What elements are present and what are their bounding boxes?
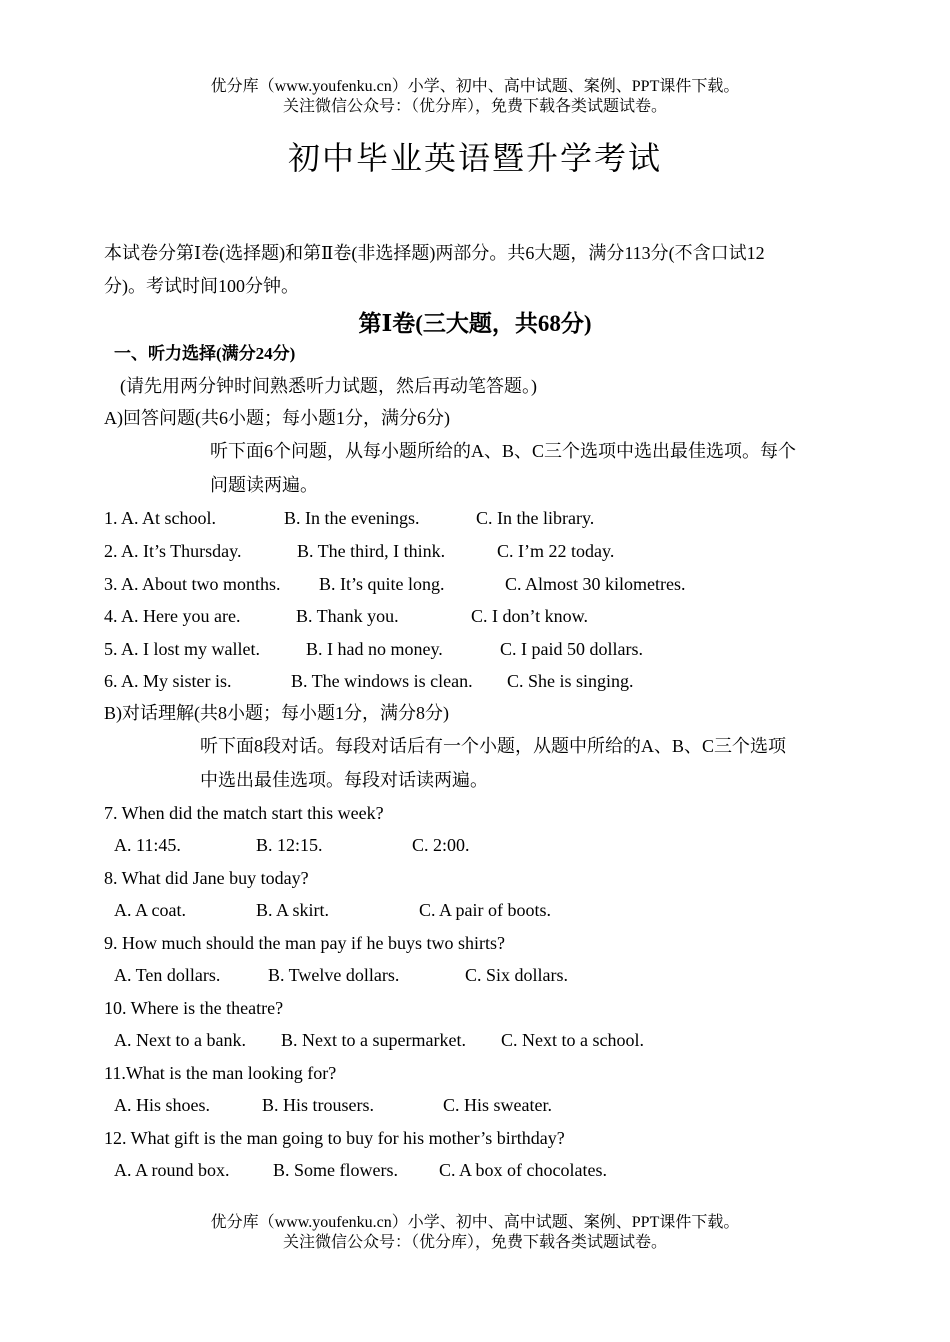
q8-stem: 8. What did Jane buy today? — [104, 868, 309, 888]
q10-option-b: B. Next to a supermarket. — [281, 1030, 466, 1050]
q9-option-b: B. Twelve dollars. — [268, 965, 400, 985]
q1-option-a: 1. A. At school. — [104, 508, 217, 528]
intro-line-2: 分)。考试时间100分钟。 — [104, 276, 299, 296]
q9-option-a: A. Ten dollars. — [114, 965, 221, 985]
q12-stem: 12. What gift is the man going to buy for his mother’s birthday? — [104, 1128, 565, 1148]
section-heading: 一、听力选择(满分24分) — [114, 344, 296, 363]
q7-stem: 7. When did the match start this week? — [104, 803, 384, 823]
q11-option-c: C. His sweater. — [443, 1095, 552, 1115]
q4-option-b: B. Thank you. — [296, 606, 399, 626]
q11-stem: 11.What is the man looking for? — [104, 1063, 337, 1083]
page-title: 初中毕业英语暨升学考试 — [287, 139, 662, 177]
q7-option-a: A. 11:45. — [114, 835, 181, 855]
q2-option-c: C. I’m 22 today. — [497, 541, 615, 561]
q2-option-a: 2. A. It’s Thursday. — [104, 541, 242, 561]
q9-option-c: C. Six dollars. — [465, 965, 569, 985]
q6-option-b: B. The windows is clean. — [291, 671, 473, 691]
q3-option-a: 3. A. About two months. — [104, 574, 281, 594]
section-note: (请先用两分钟时间熟悉听力试题，然后再动笔答题。) — [120, 376, 537, 396]
q8-option-c: C. A pair of boots. — [419, 900, 552, 920]
q3-option-b: B. It’s quite long. — [319, 574, 445, 594]
q5-option-c: C. I paid 50 dollars. — [500, 639, 643, 659]
q12-option-a: A. A round box. — [114, 1160, 230, 1180]
q5-option-a: 5. A. I lost my wallet. — [104, 639, 260, 659]
part-a-instruction-1: 听下面6个问题，从每小题所给的A、B、C三个选项中选出最佳选项。每个 — [210, 441, 797, 461]
q2-option-b: B. The third, I think. — [297, 541, 446, 561]
part-b-heading: B)对话理解(共8小题；每小题1分，满分8分) — [104, 703, 449, 723]
q8-option-a: A. A coat. — [114, 900, 186, 920]
q10-option-c: C. Next to a school. — [501, 1030, 644, 1050]
q11-option-a: A. His shoes. — [114, 1095, 211, 1115]
header-line-1: 优分库（www.youfenku.cn）小学、初中、高中试题、案例、PPT课件下载。 — [210, 78, 740, 95]
q10-stem: 10. Where is the theatre? — [104, 998, 284, 1018]
part-b-instruction-1: 听下面8段对话。每段对话后有一个小题，从题中所给的A、B、C三个选项 — [200, 736, 787, 756]
part-a-heading: A)回答问题(共6小题；每小题1分，满分6分) — [104, 408, 450, 428]
q10-option-a: A. Next to a bank. — [114, 1030, 246, 1050]
footer-line-1: 优分库（www.youfenku.cn）小学、初中、高中试题、案例、PPT课件下载。 — [210, 1214, 740, 1231]
q7-option-c: C. 2:00. — [412, 835, 470, 855]
footer-line-2: 关注微信公众号：（优分库），免费下载各类试题试卷。 — [282, 1234, 667, 1251]
q6-option-c: C. She is singing. — [507, 671, 634, 691]
part-b-instruction-2: 中选出最佳选项。每段对话读两遍。 — [200, 770, 488, 790]
q12-option-c: C. A box of chocolates. — [439, 1160, 607, 1180]
volume-title: 第Ⅰ卷(三大题，共68分) — [358, 311, 592, 336]
q6-option-a: 6. A. My sister is. — [104, 671, 232, 691]
header-line-2: 关注微信公众号：（优分库），免费下载各类试题试卷。 — [282, 98, 667, 115]
q1-option-c: C. In the library. — [476, 508, 595, 528]
q5-option-b: B. I had no money. — [306, 639, 443, 659]
q1-option-b: B. In the evenings. — [284, 508, 420, 528]
part-a-instruction-2: 问题读两遍。 — [210, 475, 318, 495]
q11-option-b: B. His trousers. — [262, 1095, 374, 1115]
q12-option-b: B. Some flowers. — [273, 1160, 398, 1180]
q7-option-b: B. 12:15. — [256, 835, 323, 855]
q4-option-a: 4. A. Here you are. — [104, 606, 241, 626]
q3-option-c: C. Almost 30 kilometres. — [505, 574, 686, 594]
q9-stem: 9. How much should the man pay if he buys two shirts? — [104, 933, 505, 953]
q4-option-c: C. I don’t know. — [471, 606, 588, 626]
q8-option-b: B. A skirt. — [256, 900, 330, 920]
intro-line-1: 本试卷分第Ⅰ卷(选择题)和第Ⅱ卷(非选择题)两部分。共6大题，满分113分(不含口试12 — [104, 243, 765, 263]
